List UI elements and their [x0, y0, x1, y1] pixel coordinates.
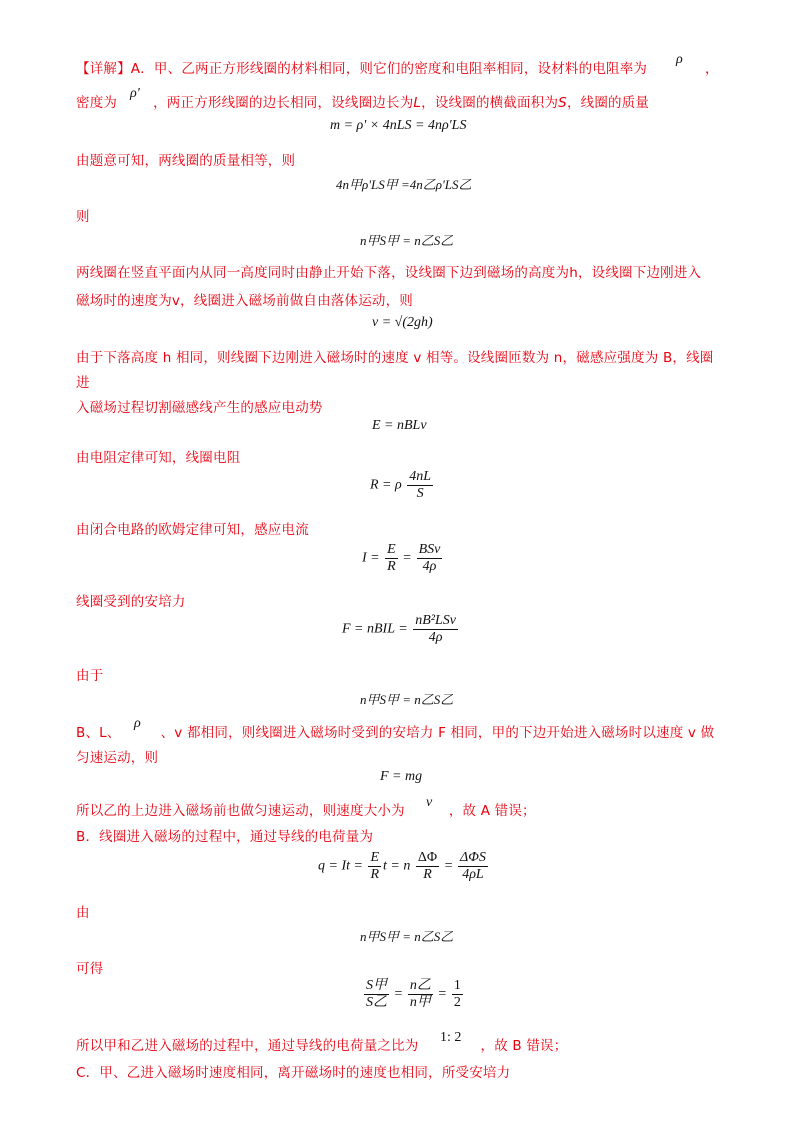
ratio-den-1: S乙 — [366, 995, 387, 1010]
current-fraction-1 — [385, 542, 398, 575]
resistance-lhs: R = ρ — [370, 477, 402, 493]
text-line-3: 由题意可知，两线圈的质量相等，则 — [76, 153, 296, 169]
charge-lhs: q = It = — [318, 858, 363, 874]
ratio-num-2: n乙 — [409, 978, 431, 993]
charge-num-2: ΔΦ — [417, 850, 438, 865]
text-side-length: ，两正方形线圈的边长相同，设线圈边长为 — [153, 95, 414, 111]
text-line-20b: ，故 B 错误； — [480, 1038, 568, 1054]
v-symbol: v — [426, 795, 433, 810]
text-line-14a: B、L、 — [76, 725, 121, 741]
equation-ns-equal-2: n甲S甲 = n乙S乙 — [360, 692, 454, 707]
text-line-10: 由电阻定律可知，线圈电阻 — [76, 450, 241, 466]
text-line-13: 由于 — [76, 668, 104, 684]
current-fraction-2 — [417, 542, 443, 575]
text-line-2 — [76, 91, 649, 111]
equation-mass: m = ρ' × 4nLS = 4nρ'LS — [330, 118, 467, 133]
text-cross-section: ，设线圈的横截面积为 — [421, 95, 559, 111]
text-line-16b: ，故 A 错误； — [448, 803, 536, 819]
text-line-9: 入磁场过程切割磁感线产生的感应电动势 — [76, 400, 323, 416]
current-num-1: E — [387, 542, 396, 557]
text-line-17: B．线圈进入磁场的过程中，通过导线的电荷量为 — [76, 829, 374, 845]
current-lhs: I = — [362, 550, 380, 566]
current-den-1: R — [387, 559, 396, 574]
charge-num-1: E — [370, 850, 380, 865]
text-var-L: L — [413, 95, 422, 111]
rho-prime-symbol: ρ' — [130, 86, 140, 101]
ratio-symbol: 1: 2 — [440, 1030, 462, 1045]
equation-resistance — [370, 469, 435, 502]
text-line-12: 线圈受到的安培力 — [76, 594, 186, 610]
resistance-numerator: 4nL — [409, 469, 432, 484]
text-line-20 — [76, 1034, 567, 1054]
text-line-4: 则 — [76, 209, 90, 225]
equation-charge: q = It = $\frac{E}{R}$ t = n $\frac{\Delta\Phi}{R}$ = $\frac{\text{ΔΦS}}{4\rho L}$ — [318, 850, 486, 882]
resistance-denominator: S — [416, 486, 424, 501]
force-denominator: 4ρ — [428, 630, 443, 645]
charge-num-3: ΔΦS — [460, 850, 486, 865]
charge-fraction-3 — [458, 850, 488, 883]
text-line-1-end: ， — [705, 61, 719, 77]
text-line-19: 可得 — [76, 961, 104, 977]
charge-mid: t = n — [383, 858, 411, 874]
ratio-fraction-3 — [452, 978, 463, 1011]
ratio-num-1: S甲 — [366, 978, 387, 993]
charge-fraction-1 — [368, 850, 381, 883]
text-line-15: 匀速运动，则 — [76, 750, 159, 766]
text-line-20a: 所以甲和乙进入磁场的过程中，通过导线的电荷量之比为 — [76, 1038, 419, 1054]
text-line-7: 由于下落高度 h 相同，则线圈下边刚进入磁场时的速度 v 相等。设线圈匝数为 n，磁感应强度为 B，线圈 — [76, 350, 714, 366]
ratio-den-2: n甲 — [409, 995, 431, 1010]
equation-current: I = $\frac{E}{R}$ = $\frac{\text{BSv}}{4\rho}$ — [362, 542, 441, 574]
text-line-14 — [76, 721, 714, 741]
force-lhs: F = nBIL = — [342, 621, 408, 637]
ratio-den-3: 2 — [453, 995, 461, 1010]
current-den-2: 4ρ — [422, 559, 437, 574]
text-density-label: 密度为 — [76, 95, 118, 111]
equation-emf: E = nBLv — [372, 418, 427, 433]
text-line-1 — [76, 57, 647, 77]
text-line-6: 磁场时的速度为v，线圈进入磁场前做自由落体运动，则 — [76, 293, 413, 309]
detail-heading-line: 【详解】A．甲、乙两正方形线圈的材料相同，则它们的密度和电阻率相同，设材料的电阻率为 — [76, 61, 648, 77]
force-fraction — [413, 613, 458, 646]
charge-den-2: R — [423, 867, 432, 882]
charge-den-1: R — [370, 867, 380, 882]
text-line-16 — [76, 799, 536, 819]
force-numerator: nB²LSv — [415, 613, 456, 628]
equation-balance: F = mg — [380, 769, 423, 784]
text-line-5: 两线圈在竖直平面内从同一高度同时由静止开始下落，设线圈下边到磁场的高度为h，设线圈下边刚进入 — [76, 265, 702, 281]
text-mass-label: ，线圈的质量 — [566, 95, 650, 111]
resistance-fraction — [407, 469, 433, 502]
equation-ns-equal: n甲S甲 = n乙S乙 — [360, 233, 454, 248]
text-line-16a: 所以乙的上边进入磁场前也做匀速运动，则速度大小为 — [76, 803, 405, 819]
ratio-num-3: 1 — [453, 978, 461, 993]
rho-symbol: ρ — [676, 52, 683, 67]
text-line-8: 进 — [76, 375, 90, 391]
text-var-S: S — [558, 95, 567, 111]
text-line-21: C．甲、乙进入磁场时速度相同，离开磁场时的速度也相同，所受安培力 — [76, 1065, 511, 1081]
charge-den-3: 4ρL — [462, 867, 484, 882]
text-line-18: 由 — [76, 905, 90, 921]
equation-mass-equal: 4n甲ρ'LS甲 =4n乙ρ'LS乙 — [336, 177, 472, 192]
text-line-14b: 、v 都相同，则线圈进入磁场时受到的安培力 F 相同，甲的下边开始进入磁场时以速度 v 做 — [160, 725, 715, 741]
equation-ns-equal-3: n甲S甲 = n乙S乙 — [360, 929, 454, 944]
text-line-11: 由闭合电路的欧姆定律可知，感应电流 — [76, 522, 309, 538]
equation-velocity: v = √(2gh) — [372, 315, 433, 330]
charge-fraction-2 — [416, 850, 439, 883]
equation-force — [342, 613, 460, 646]
ratio-fraction-2 — [408, 978, 433, 1011]
rho-symbol-2: ρ — [134, 716, 141, 731]
equation-ratio: $\frac{\text{S甲}}{\text{S乙}}$ = $\frac{\text{n乙}}{\text{n甲}}$ = $\frac{1}{2}$ — [366, 978, 461, 1010]
current-num-2: BSv — [418, 542, 441, 557]
ratio-fraction-1 — [364, 978, 389, 1011]
